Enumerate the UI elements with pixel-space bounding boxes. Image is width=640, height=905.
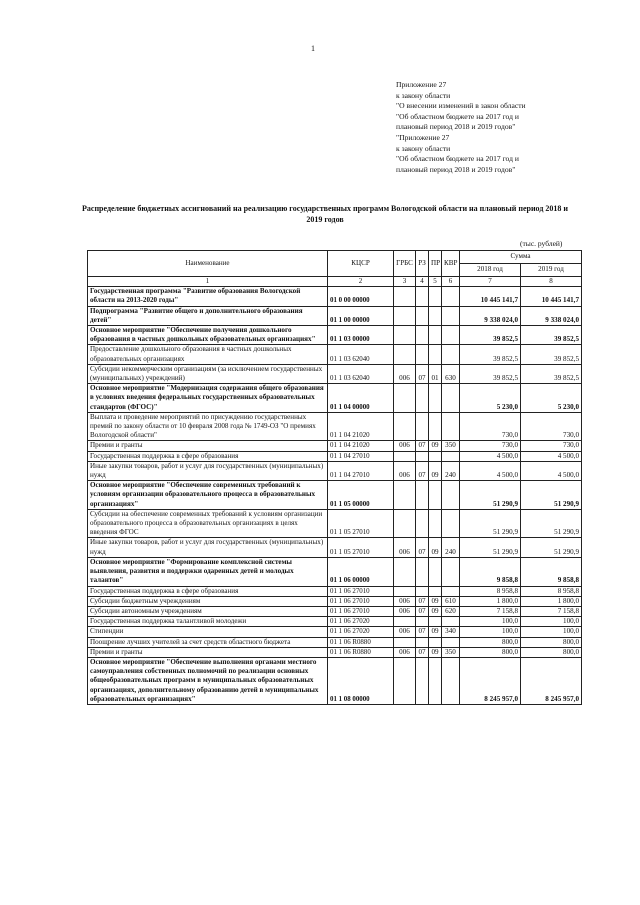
row-name: Основное мероприятие "Формирование комплексной системы выявления, развития и поддержки одаренных детей и молодых талантов": [88, 557, 328, 586]
row-amount-2018: 800,0: [460, 647, 521, 657]
budget-table: [87, 250, 582, 705]
row-amount-2019: 5 230,0: [521, 384, 582, 413]
row-pr: [429, 345, 442, 364]
row-pr: [429, 637, 442, 647]
row-name: Основное мероприятие "Обеспечение современных требований к условиям организации образовательного процесса в образовательных организациях": [88, 481, 328, 510]
row-name: Субсидии автономным учреждениям: [88, 606, 328, 616]
row-amount-2019: 51 290,9: [521, 481, 582, 510]
table-row: [88, 586, 582, 596]
row-kvr: [442, 306, 460, 325]
row-kvr: 610: [442, 596, 460, 606]
table-row: [88, 509, 582, 538]
row-name: Государственная программа "Развитие образования Вологодской области на 2013-2020 годы": [88, 287, 328, 306]
header-pr: ПР: [429, 251, 442, 277]
appendix-line: плановый период 2018 и 2019 годов": [396, 122, 516, 132]
appendix-line: к закону области: [396, 143, 451, 153]
row-grbs: 006: [394, 627, 416, 637]
row-rz: [416, 657, 429, 704]
table-row: [88, 451, 582, 461]
row-rz: 07: [416, 606, 429, 616]
row-grbs: [394, 637, 416, 647]
appendix-line: к закону области: [396, 90, 451, 100]
row-amount-2019: 39 852,5: [521, 326, 582, 345]
unit-label: (тыс. рублей): [520, 239, 563, 248]
row-kcsr: 01 1 05 00000: [328, 481, 394, 510]
row-amount-2019: 730,0: [521, 412, 582, 441]
table-row: [88, 412, 582, 441]
row-kvr: 340: [442, 627, 460, 637]
col-number: 8: [521, 277, 582, 287]
row-amount-2019: 8 958,8: [521, 586, 582, 596]
appendix-line: "О внесении изменений в закон области: [396, 101, 526, 111]
row-rz: 07: [416, 538, 429, 557]
row-grbs: 006: [394, 461, 416, 480]
row-grbs: [394, 306, 416, 325]
row-amount-2018: 51 290,9: [460, 481, 521, 510]
table-row: [88, 364, 582, 383]
row-kcsr: 01 1 06 27020: [328, 617, 394, 627]
row-amount-2019: 10 445 141,7: [521, 287, 582, 306]
row-grbs: 006: [394, 364, 416, 383]
row-amount-2018: 39 852,5: [460, 364, 521, 383]
row-amount-2018: 7 158,8: [460, 606, 521, 616]
row-name: Стипендии: [88, 627, 328, 637]
appendix-line: Приложение 27: [396, 80, 447, 89]
row-rz: 07: [416, 364, 429, 383]
row-grbs: [394, 657, 416, 704]
row-name: Субсидии бюджетным учреждениям: [88, 596, 328, 606]
row-kvr: 240: [442, 461, 460, 480]
row-rz: 07: [416, 441, 429, 451]
header-sum: Сумма: [460, 251, 582, 264]
page-number: 1: [311, 44, 315, 53]
table-row: [88, 617, 582, 627]
row-kvr: [442, 557, 460, 586]
row-amount-2019: 9 338 024,0: [521, 306, 582, 325]
row-name: Основное мероприятие "Модернизация содержания общего образования в условиях введения федеральных государственных образовательных стандартов (ФГОС)": [88, 384, 328, 413]
row-kvr: 350: [442, 647, 460, 657]
row-amount-2018: 9 858,8: [460, 557, 521, 586]
row-rz: [416, 287, 429, 306]
row-pr: [429, 657, 442, 704]
row-amount-2019: 800,0: [521, 647, 582, 657]
row-kvr: [442, 287, 460, 306]
row-name: Субсидии на обеспечение современных требований к условиям организации образовательного процесса в образовательных организациях в целях введения ФГОС: [88, 509, 328, 538]
row-rz: 07: [416, 461, 429, 480]
table-row: [88, 306, 582, 325]
row-rz: 07: [416, 596, 429, 606]
row-kvr: 350: [442, 441, 460, 451]
row-grbs: 006: [394, 596, 416, 606]
row-amount-2018: 100,0: [460, 617, 521, 627]
row-amount-2019: 39 852,5: [521, 364, 582, 383]
appendix-line: "Об областном бюджете на 2017 год и: [396, 154, 519, 164]
row-grbs: [394, 481, 416, 510]
row-rz: [416, 637, 429, 647]
header-name: Наименование: [88, 251, 328, 277]
row-name: Государственная поддержка в сфере образования: [88, 586, 328, 596]
table-row: [88, 481, 582, 510]
row-name: Выплата и проведение мероприятий по присуждению государственных премий по закону области от 10 февраля 2008 года № 1749-ОЗ "О премиях Вологодской области": [88, 412, 328, 441]
row-grbs: 006: [394, 538, 416, 557]
row-name: Государственная поддержка в сфере образования: [88, 451, 328, 461]
row-grbs: [394, 617, 416, 627]
row-pr: [429, 384, 442, 413]
row-name: Премии и гранты: [88, 441, 328, 451]
row-kvr: [442, 481, 460, 510]
row-kcsr: 01 1 06 27010: [328, 606, 394, 616]
row-kvr: [442, 617, 460, 627]
row-rz: [416, 306, 429, 325]
row-kvr: [442, 384, 460, 413]
table-row: [88, 627, 582, 637]
header-year-2018: 2018 год: [460, 264, 521, 277]
row-pr: [429, 557, 442, 586]
row-rz: [416, 481, 429, 510]
row-pr: 09: [429, 647, 442, 657]
row-pr: 09: [429, 627, 442, 637]
column-numbers-row: [88, 277, 582, 287]
row-kvr: [442, 412, 460, 441]
row-amount-2019: 800,0: [521, 637, 582, 647]
row-amount-2019: 51 290,9: [521, 509, 582, 538]
col-number: 5: [429, 277, 442, 287]
row-grbs: [394, 287, 416, 306]
row-amount-2019: 4 500,0: [521, 451, 582, 461]
row-grbs: [394, 412, 416, 441]
table-row: [88, 384, 582, 413]
row-name: Субсидии некоммерческим организациям (за исключением государственных (муниципальных) учреждений): [88, 364, 328, 383]
row-pr: 01: [429, 364, 442, 383]
table-row: [88, 461, 582, 480]
row-name: Предоставление дошкольного образования в частных дошкольных образовательных организациях: [88, 345, 328, 364]
document-title: Распределение бюджетных ассигнований на реализацию государственных программ Вологодской области на плановый период 2018 и 2019 годов: [82, 204, 568, 224]
row-amount-2018: 8 958,8: [460, 586, 521, 596]
row-pr: [429, 451, 442, 461]
row-kcsr: 01 1 05 27010: [328, 509, 394, 538]
row-amount-2018: 100,0: [460, 627, 521, 637]
appendix-line: "Об областном бюджете на 2017 год и: [396, 111, 519, 121]
row-pr: 09: [429, 461, 442, 480]
col-number: 3: [394, 277, 416, 287]
col-number: 2: [328, 277, 394, 287]
table-body: [88, 287, 582, 705]
row-amount-2019: 8 245 957,0: [521, 657, 582, 704]
row-kcsr: 01 1 06 27010: [328, 596, 394, 606]
row-pr: [429, 586, 442, 596]
row-kcsr: 01 1 05 27010: [328, 538, 394, 557]
row-amount-2018: 4 500,0: [460, 461, 521, 480]
row-rz: [416, 451, 429, 461]
row-rz: [416, 384, 429, 413]
table-row: [88, 441, 582, 451]
row-rz: [416, 586, 429, 596]
row-kcsr: 01 1 08 00000: [328, 657, 394, 704]
row-grbs: [394, 326, 416, 345]
row-grbs: 006: [394, 647, 416, 657]
row-amount-2019: 4 500,0: [521, 461, 582, 480]
header-kcsr: КЦСР: [328, 251, 394, 277]
header-row: [88, 251, 582, 264]
table-row: [88, 606, 582, 616]
col-number: 6: [442, 277, 460, 287]
table-row: [88, 345, 582, 364]
header-kvr: КВР: [442, 251, 460, 277]
row-amount-2018: 10 445 141,7: [460, 287, 521, 306]
row-amount-2018: 1 800,0: [460, 596, 521, 606]
appendix-line: "Приложение 27: [396, 132, 450, 142]
header-rz: РЗ: [416, 251, 429, 277]
row-amount-2019: 7 158,8: [521, 606, 582, 616]
row-amount-2018: 39 852,5: [460, 345, 521, 364]
row-pr: [429, 617, 442, 627]
row-pr: [429, 326, 442, 345]
row-name: Государственная поддержка талантливой молодежи: [88, 617, 328, 627]
row-kvr: 240: [442, 538, 460, 557]
row-kvr: 630: [442, 364, 460, 383]
row-kcsr: 01 1 00 00000: [328, 306, 394, 325]
row-amount-2018: 5 230,0: [460, 384, 521, 413]
row-amount-2018: 4 500,0: [460, 451, 521, 461]
table-row: [88, 657, 582, 704]
row-amount-2018: 51 290,9: [460, 509, 521, 538]
row-amount-2019: 100,0: [521, 627, 582, 637]
row-kcsr: 01 1 03 62040: [328, 345, 394, 364]
row-amount-2019: 39 852,5: [521, 345, 582, 364]
row-kvr: [442, 586, 460, 596]
row-grbs: 006: [394, 441, 416, 451]
table-row: [88, 637, 582, 647]
col-number: 7: [460, 277, 521, 287]
row-name: Подпрограмма "Развитие общего и дополнительного образования детей": [88, 306, 328, 325]
row-name: Премии и гранты: [88, 647, 328, 657]
row-grbs: [394, 451, 416, 461]
row-kcsr: 01 1 04 00000: [328, 384, 394, 413]
row-kcsr: 01 1 04 27010: [328, 451, 394, 461]
row-amount-2018: 9 338 024,0: [460, 306, 521, 325]
row-pr: 09: [429, 538, 442, 557]
row-kvr: [442, 345, 460, 364]
row-rz: [416, 412, 429, 441]
row-kcsr: 01 0 00 00000: [328, 287, 394, 306]
row-kcsr: 01 1 04 27010: [328, 461, 394, 480]
row-kcsr: 01 1 06 00000: [328, 557, 394, 586]
row-kvr: [442, 509, 460, 538]
row-kcsr: 01 1 03 00000: [328, 326, 394, 345]
row-rz: 07: [416, 627, 429, 637]
row-amount-2019: 100,0: [521, 617, 582, 627]
table-row: [88, 557, 582, 586]
table-row: [88, 287, 582, 306]
row-amount-2018: 730,0: [460, 412, 521, 441]
row-kcsr: 01 1 04 21020: [328, 441, 394, 451]
row-pr: [429, 509, 442, 538]
table-row: [88, 538, 582, 557]
col-number: 1: [88, 277, 328, 287]
row-kcsr: 01 1 06 R0880: [328, 637, 394, 647]
row-pr: 09: [429, 441, 442, 451]
row-rz: [416, 326, 429, 345]
row-rz: [416, 509, 429, 538]
row-pr: 09: [429, 596, 442, 606]
row-grbs: [394, 345, 416, 364]
col-number: 4: [416, 277, 429, 287]
row-kcsr: 01 1 04 21020: [328, 412, 394, 441]
table-row: [88, 596, 582, 606]
row-kvr: [442, 326, 460, 345]
row-amount-2019: 1 800,0: [521, 596, 582, 606]
row-amount-2018: 8 245 957,0: [460, 657, 521, 704]
row-rz: [416, 345, 429, 364]
table-row: [88, 326, 582, 345]
row-grbs: [394, 384, 416, 413]
row-grbs: [394, 586, 416, 596]
row-kvr: 620: [442, 606, 460, 616]
row-amount-2018: 39 852,5: [460, 326, 521, 345]
row-pr: [429, 287, 442, 306]
row-pr: [429, 481, 442, 510]
row-amount-2018: 51 290,9: [460, 538, 521, 557]
row-pr: 09: [429, 606, 442, 616]
row-kcsr: 01 1 06 R0880: [328, 647, 394, 657]
row-amount-2019: 9 858,8: [521, 557, 582, 586]
row-grbs: [394, 557, 416, 586]
row-kcsr: 01 1 06 27010: [328, 586, 394, 596]
row-name: Иные закупки товаров, работ и услуг для государственных (муниципальных) нужд: [88, 538, 328, 557]
row-name: Поощрение лучших учителей за счет средств областного бюджета: [88, 637, 328, 647]
appendix-header: [396, 80, 526, 175]
row-rz: 07: [416, 647, 429, 657]
row-amount-2018: 800,0: [460, 637, 521, 647]
row-pr: [429, 306, 442, 325]
row-name: Основное мероприятие "Обеспечение выполнения органами местного самоуправления собственных полномочий по реализации основных общеобразовательных программ в муниципальных образовательных организациях, дополнительному образованию детей в муниципальных образовательных организациях": [88, 657, 328, 704]
row-rz: [416, 557, 429, 586]
header-year-2019: 2019 год: [521, 264, 582, 277]
row-kvr: [442, 451, 460, 461]
row-rz: [416, 617, 429, 627]
row-kvr: [442, 657, 460, 704]
appendix-line: плановый период 2018 и 2019 годов": [396, 164, 516, 174]
row-kvr: [442, 637, 460, 647]
row-name: Иные закупки товаров, работ и услуг для государственных (муниципальных) нужд: [88, 461, 328, 480]
row-grbs: [394, 509, 416, 538]
row-kcsr: 01 1 06 27020: [328, 627, 394, 637]
row-amount-2019: 51 290,9: [521, 538, 582, 557]
row-name: Основное мероприятие "Обеспечение получения дошкольного образования в частных дошкольных образовательных организациях": [88, 326, 328, 345]
row-pr: [429, 412, 442, 441]
row-kcsr: 01 1 03 62040: [328, 364, 394, 383]
header-grbs: ГРБС: [394, 251, 416, 277]
row-amount-2019: 730,0: [521, 441, 582, 451]
row-amount-2018: 730,0: [460, 441, 521, 451]
table-row: [88, 647, 582, 657]
row-grbs: 006: [394, 606, 416, 616]
